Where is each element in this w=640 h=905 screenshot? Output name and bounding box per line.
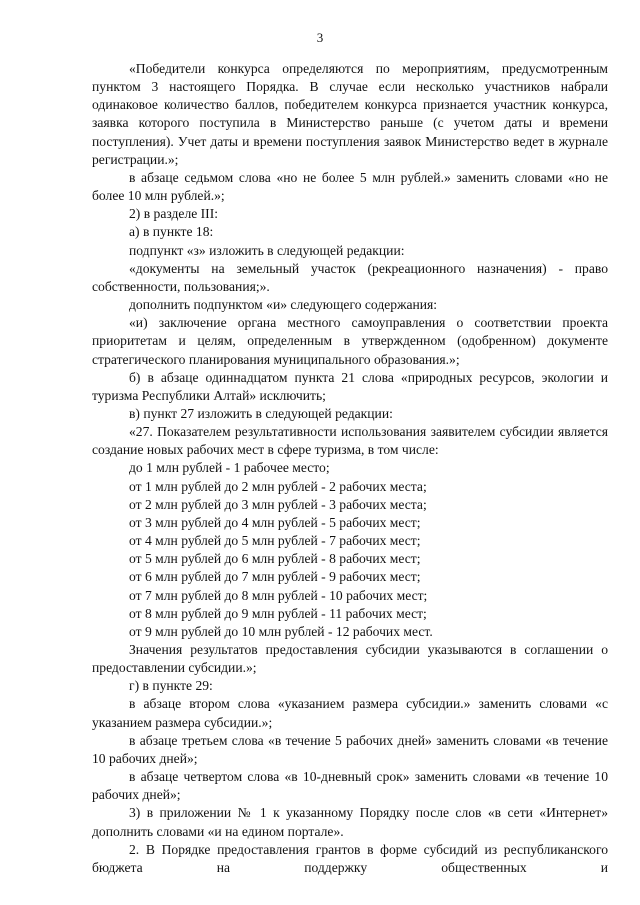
paragraph-seventh-abzac: в абзаце седьмом слова «но не более 5 млн рублей.» заменить словами «но не более 10 млн рублей.»; [92, 169, 608, 204]
paragraph-fourth-abzac: в абзаце четвертом слова «в 10-дневный срок» заменить словами «в течение 10 рабочих дней»; [92, 769, 608, 803]
paragraph-section-iii: 2) в разделе III: [129, 206, 219, 222]
list-item-jobs: от 2 млн рублей до 3 млн рублей - 3 рабочих места; [129, 496, 427, 512]
paragraph-winners-rule: «Победители конкурса определяются по мероприятиям, предусмотренным пунктом 3 настоящего Порядка. В случае если несколько участников набрали одинаковое количество баллов, победителем конкурса признается участник конкурса, заявка которого поступила в Министерство раньше (с учетом даты и времени поступления). Учет даты и времени поступления заявок Министерство ведет в журнале регистрации.»; [92, 61, 608, 167]
list-item-jobs: от 4 млн рублей до 5 млн рублей - 7 рабочих мест; [129, 533, 421, 549]
paragraph-grants-procedure: 2. В Порядке предоставления грантов в форме субсидий из республиканского бюджета на поддержку общественных и [92, 841, 608, 875]
paragraph-appendix-1: 3) в приложении № 1 к указанному Порядку после слов «в сети «Интернет» дополнить словами «и на едином портале». [92, 805, 608, 839]
paragraph-point-27-header: в) пункт 27 изложить в следующей редакции: [129, 405, 393, 421]
list-item-jobs: от 3 млн рублей до 4 млн рублей - 5 рабочих мест; [129, 514, 421, 530]
paragraph-results-values: Значения результатов предоставления субсидии указываются в соглашении о предоставлении субсидии.»; [92, 642, 608, 676]
paragraph-subpoint-i-text: «и) заключение органа местного самоуправления о соответствии проекта приоритетам и целям, определенным в утвержденном (одобренном) документе стратегического планирования муниципального образования.»; [92, 315, 608, 367]
page-number: 3 [316, 30, 324, 45]
paragraph-point-27-text: «27. Показателем результативности использования заявителем субсидии является создание новых рабочих мест в сфере туризма, в том числе: [92, 424, 608, 458]
list-item-jobs: от 1 млн рублей до 2 млн рублей - 2 рабочих места; [129, 478, 427, 494]
list-item-jobs: от 9 млн рублей до 10 млн рублей - 12 рабочих мест. [129, 623, 433, 639]
paragraph-subpoint-i-header: дополнить подпунктом «и» следующего содержания: [129, 297, 438, 313]
list-item-jobs: до 1 млн рублей - 1 рабочее место; [129, 460, 330, 476]
paragraph-third-abzac: в абзаце третьем слова «в течение 5 рабочих дней» заменить словами «в течение 10 рабочих дней»; [92, 732, 608, 766]
paragraph-second-abzac: в абзаце втором слова «указанием размера субсидии.» заменить словами «с указанием размера субсидии.»; [92, 696, 608, 730]
list-item-jobs: от 7 млн рублей до 8 млн рублей - 10 рабочих мест; [129, 587, 428, 603]
list-item-jobs: от 6 млн рублей до 7 млн рублей - 9 рабочих мест; [129, 569, 421, 585]
document-body [92, 60, 608, 877]
paragraph-point-21: б) в абзаце одиннадцатом пункта 21 слова «природных ресурсов, экологии и туризма Республики Алтай» исключить; [92, 369, 608, 403]
list-item-jobs: от 8 млн рублей до 9 млн рублей - 11 рабочих мест; [129, 605, 427, 621]
paragraph-subpoint-z-header: подпункт «з» изложить в следующей редакции: [129, 242, 405, 258]
paragraph-point-18: а) в пункте 18: [129, 224, 214, 240]
list-item-jobs: от 5 млн рублей до 6 млн рублей - 8 рабочих мест; [129, 551, 421, 567]
paragraph-subpoint-z-text: «документы на земельный участок (рекреационного назначения) - право собственности, пользования;». [92, 260, 608, 294]
paragraph-point-29: г) в пункте 29: [129, 678, 213, 694]
